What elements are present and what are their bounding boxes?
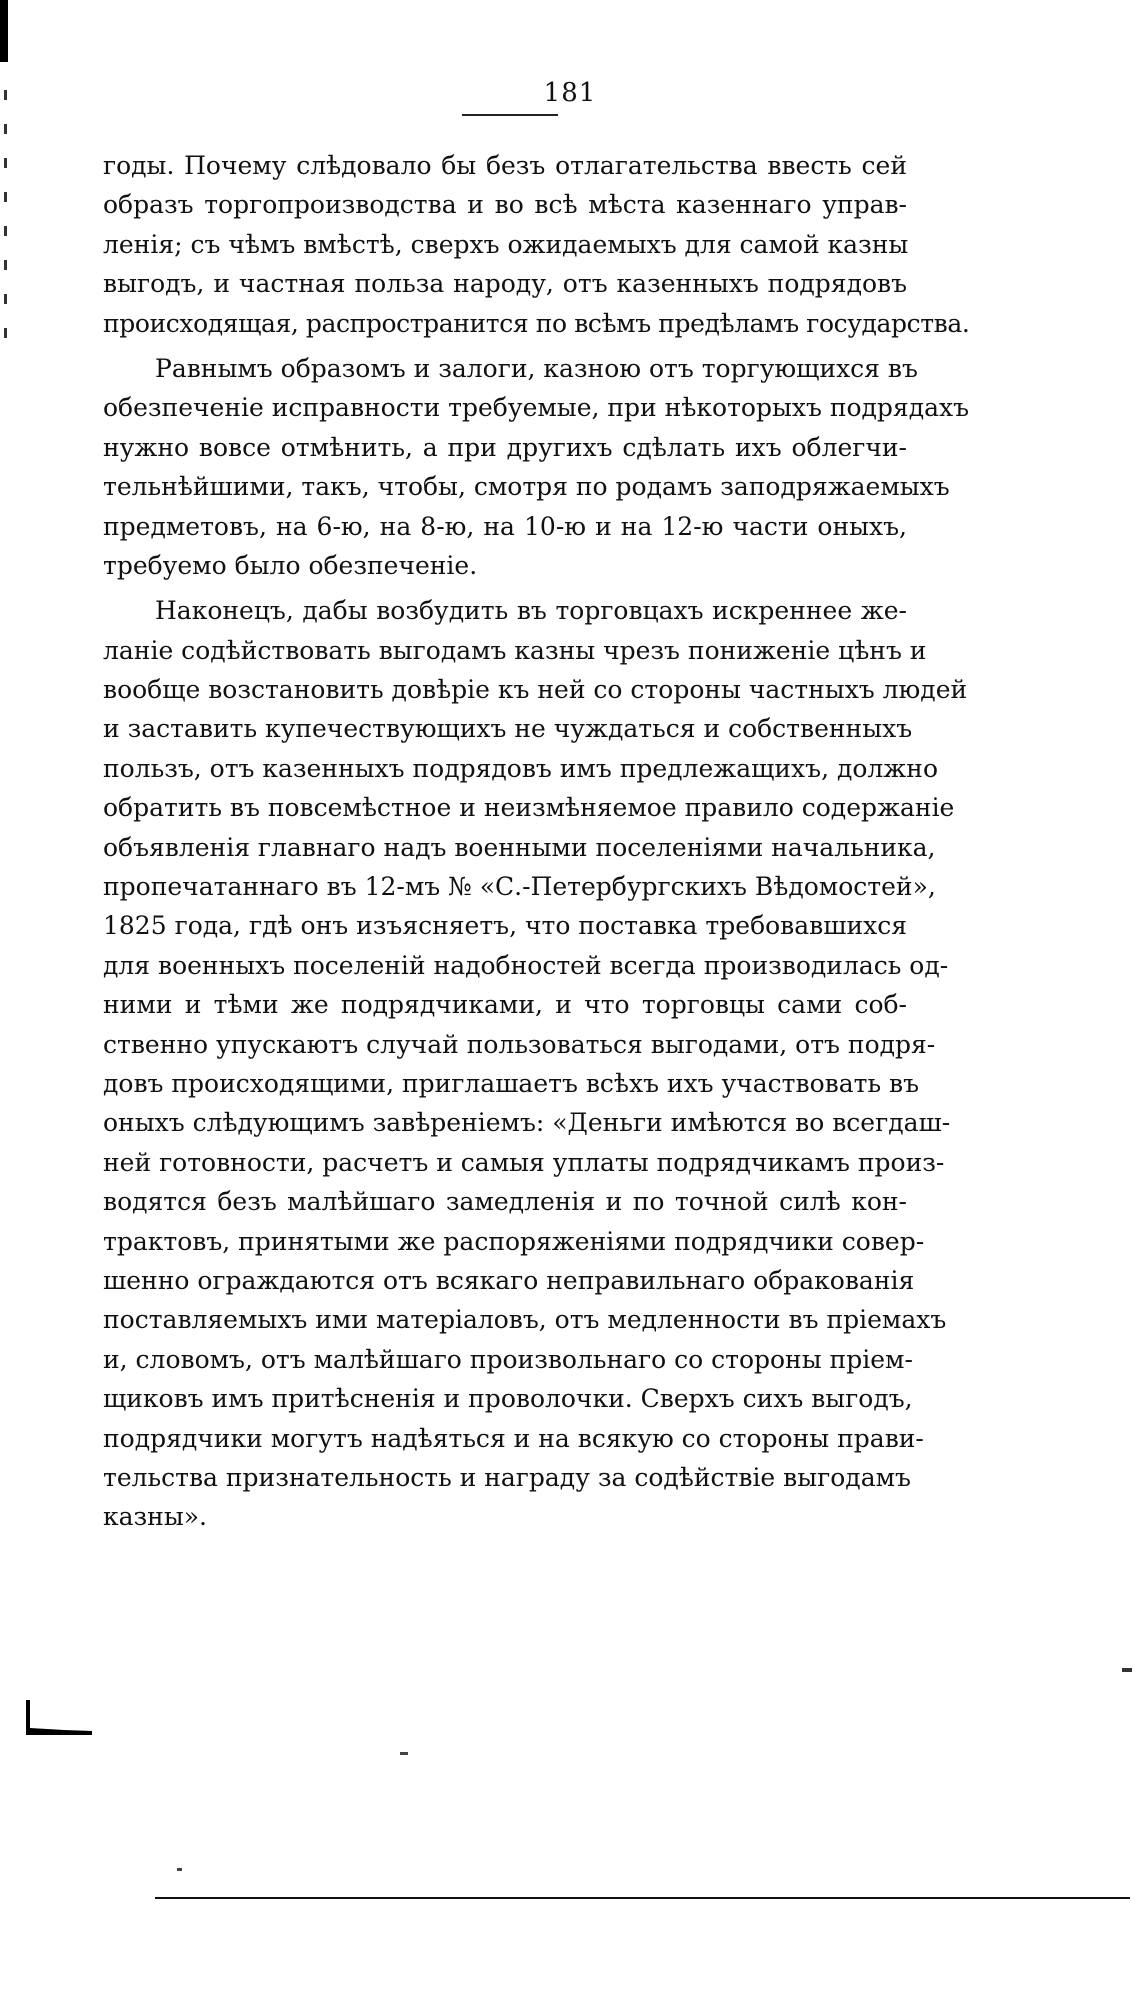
- text-line: тельнѣйшими, такъ, чтобы, смотря по родамъ заподряжаемыхъ: [103, 472, 950, 502]
- scan-speck: [177, 1868, 182, 1871]
- text-line: обезпеченіе исправности требуемые, при нѣкоторыхъ подрядахъ: [103, 393, 970, 423]
- text-line: щиковъ имъ притѣсненія и проволочки. Сверхъ сихъ выгодъ,: [103, 1384, 913, 1414]
- text-line: вообще возстановить довѣріе къ ней со стороны частныхъ людей: [103, 675, 968, 705]
- text-line: ланіе содѣйствовать выгодамъ казны чрезъ пониженіе цѣнъ и: [103, 635, 927, 665]
- scan-edge-dashes: [4, 90, 7, 360]
- text-line: выгодъ, и частная польза народу, отъ казенныхъ подрядовъ: [103, 269, 907, 299]
- text-line: подрядчики могутъ надѣяться и на всякую со стороны прави-: [103, 1423, 924, 1453]
- bottom-rule: [155, 1897, 1130, 1899]
- text-line: поставляемыхъ ими матеріаловъ, отъ медленности въ пріемахъ: [103, 1305, 947, 1335]
- text-line: требуемо было обезпеченіе.: [103, 550, 478, 580]
- text-line: пропечатаннаго въ 12-мъ № «С.-Петербургскихъ Вѣдомостей»,: [103, 872, 936, 902]
- text-line: тельства признательность и награду за содѣйствіе выгодамъ: [103, 1462, 911, 1492]
- text-line: оныхъ слѣдующимъ завѣреніемъ: «Деньги имѣются во всегдаш-: [103, 1108, 951, 1138]
- text-line: для военныхъ поселеній надобностей всегда производилась од-: [103, 950, 949, 980]
- text-line: объявленія главнаго надъ военными поселеніями начальника,: [103, 832, 936, 862]
- text-line: пользъ, отъ казенныхъ подрядовъ имъ предлежащихъ, должно: [103, 753, 938, 783]
- text-line: ней готовности, расчетъ и самыя уплаты подрядчикамъ произ-: [103, 1147, 945, 1177]
- text-line: 1825 года, гдѣ онъ изъясняетъ, что поставка требовавшихся: [103, 911, 907, 941]
- page-number: 181: [543, 78, 597, 108]
- text-line: довъ происходящими, приглашаетъ всѣхъ ихъ участвовать въ: [103, 1068, 919, 1098]
- text-line: годы. Почему слѣдовало бы безъ отлагательства ввесть сей: [103, 151, 907, 180]
- body-text: [103, 146, 970, 1537]
- text-line: ленія; съ чѣмъ вмѣстѣ, сверхъ ожидаемыхъ для самой казны: [103, 229, 909, 259]
- text-line: и заставить купечествующихъ не чуждаться и собственныхъ: [103, 714, 913, 744]
- text-line: шенно ограждаются отъ всякаго неправильнаго обракованія: [103, 1265, 915, 1295]
- text-line: нужно вовсе отмѣнить, а при другихъ сдѣлать ихъ облегчи-: [103, 432, 907, 462]
- text-line: Наконецъ, дабы возбудить въ торговцахъ искреннее же-: [155, 596, 907, 626]
- scan-speck: [400, 1752, 408, 1755]
- text-line: ними и тѣми же подрядчиками, и что торговцы сами соб-: [103, 990, 907, 1020]
- text-line: и, словомъ, отъ малѣйшаго произвольнаго со стороны пріем-: [103, 1344, 913, 1374]
- text-line: ственно упускаютъ случай пользоваться выгодами, отъ подря-: [103, 1029, 936, 1059]
- text-line: обратить въ повсемѣстное и неизмѣняемое правило содержаніе: [103, 793, 955, 823]
- text-line: казны».: [103, 1502, 207, 1532]
- text-line: Равнымъ образомъ и залоги, казною отъ торгующихся въ: [155, 353, 918, 383]
- text-line: происходящая, распространится по всѣмъ предѣламъ государства.: [103, 308, 970, 338]
- text-line: предметовъ, на 6-ю, на 8-ю, на 10-ю и на 12-ю части оныхъ,: [103, 511, 907, 541]
- text-line: водятся безъ малѣйшаго замедленія и по точной силѣ кон-: [103, 1187, 907, 1217]
- text-line: образъ торгопроизводства и во всѣ мѣста казеннаго управ-: [103, 190, 907, 220]
- text-line: трактовъ, принятыми же распоряженіями подрядчики совер-: [103, 1226, 925, 1256]
- scan-corner-mark: [24, 1700, 94, 1736]
- page-number-rule: [462, 114, 558, 116]
- scan-speck: [1122, 1668, 1132, 1672]
- scan-edge-mark: [0, 0, 8, 62]
